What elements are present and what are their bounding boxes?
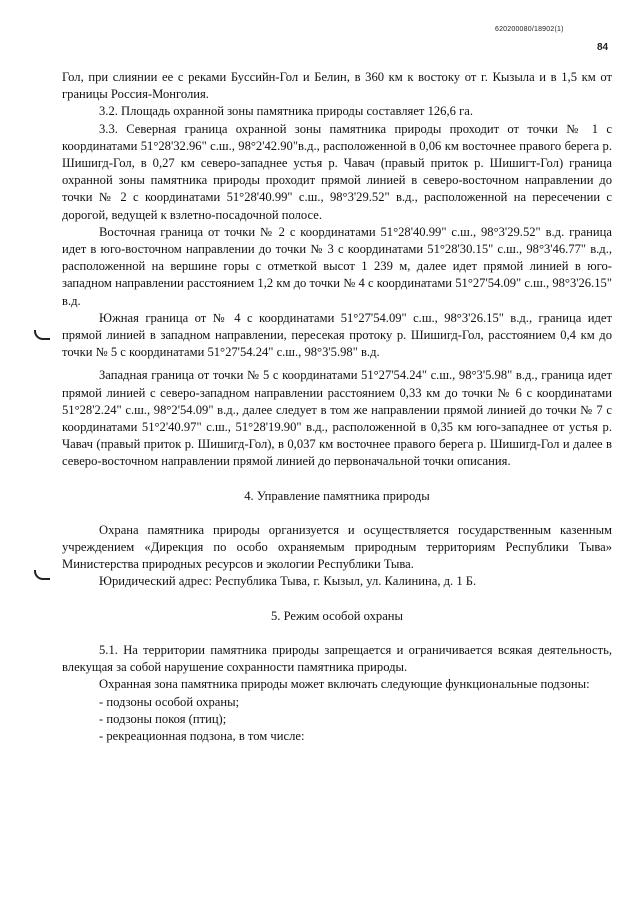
section-heading: 5. Режим особой охраны — [270, 608, 404, 623]
margin-mark — [34, 330, 50, 340]
document-body — [62, 69, 612, 745]
list-item: - подзоны покоя (птиц); — [99, 711, 227, 726]
paragraph: Южная граница от № 4 с координатами 51°27'54.09" с.ш., 98°3'26.15" в.д., граница идет прямой линией в западном направлении, пересекая протоку р. Шишигд-Гол, расстоянием 0,4 км до точки № 5 с координатами 51°27'54.24" с.ш., 98°3'5.98" в.д. — [62, 310, 612, 360]
paragraph: 5.1. На территории памятника природы запрещается и ограничивается всякая деятельность, влекущая за собой нарушение сохранности памятника природы. — [62, 642, 612, 675]
paragraph: Восточная граница от точки № 2 с координатами 51°28'40.99" с.ш., 98°3'29.52" в.д. граница идет в юго-восточном направлении до точки № 3 с координатами 51°28'30.15" с.ш., 98°3'46.77" в.д., расположенной на вершине горы с отметкой высот 1 239 м, далее идет прямой линией в юго-западном направлении расстоянием 1,2 км до точки № 4 с координатами 51°27'54.09" с.ш., 98°3'26.15" в.д. — [62, 224, 612, 308]
paragraph: Западная граница от точки № 5 с координатами 51°27'54.24" с.ш., 98°3'5.98" в.д., граница идет прямой линией с северо-западном направлении расстоянием 0,33 км до точки № 6 с координатами 51°28'2.24" с.ш., 98°2'54.09" в.д., далее следует в том же направлении прямой линией до точки № 7 с координатами 51°2'40.97" с.ш., 51°28'19.90" в.д., расположенной в 0,35 км юго-западнее от устья р. Чавач (правый приток р. Шишигд-Гол), в 0,037 км восточнее правого берега р. Шишигд-Гол и далее в северо-восточном направлении прямой линией до первоначальной точки описания. — [62, 368, 612, 469]
paragraph: Гол, при слиянии ее с реками Буссийн-Гол и Белин, в 360 км к востоку от г. Кызыла и в 1,5 км от границы Россия-Монголия. — [62, 70, 612, 102]
list-item: - рекреационная подзона, в том числе: — [99, 728, 305, 743]
paragraph: 3.3. Северная граница охранной зоны памятника природы проходит от точки № 1 с координатами 51°28'32.96" с.ш., 98°2'42.90"в.д., расположенной в 0,06 км восточнее правого берега р. Шишигд-Гол, в 0,27 км северо-западнее устья р. Чавач (правый приток р. Шишигт-Гол) граница охранной зоны памятника природы проходит прямой линией в северо-восточном направлении до точки № 2 с координатами 51°28'40.99" с.ш., 98°3'29.52" в.д., расположенной на пересечении с дорогой, ведущей к взлетно-посадочной полосе. — [62, 121, 612, 222]
page-number: 84 — [597, 42, 609, 53]
paragraph: Юридический адрес: Республика Тыва, г. Кызыл, ул. Калинина, д. 1 Б. — [99, 574, 477, 589]
margin-mark — [34, 570, 50, 580]
paragraph: Охранная зона памятника природы может включать следующие функциональные подзоны: — [99, 677, 590, 692]
paragraph: 3.2. Площадь охранной зоны памятника природы составляет 126,6 га. — [99, 104, 473, 119]
list-item: - подзоны особой охраны; — [99, 694, 240, 709]
paragraph: Охрана памятника природы организуется и осуществляется государственным казенным учреждением «Дирекция по особо охраняемым природным территориям Республики Тыва» Министерства природных ресурсов и экологии Республики Тыва. — [62, 522, 612, 572]
section-heading: 4. Управление памятника природы — [244, 488, 430, 503]
document-number: 620200080/18902(1) — [495, 26, 564, 33]
